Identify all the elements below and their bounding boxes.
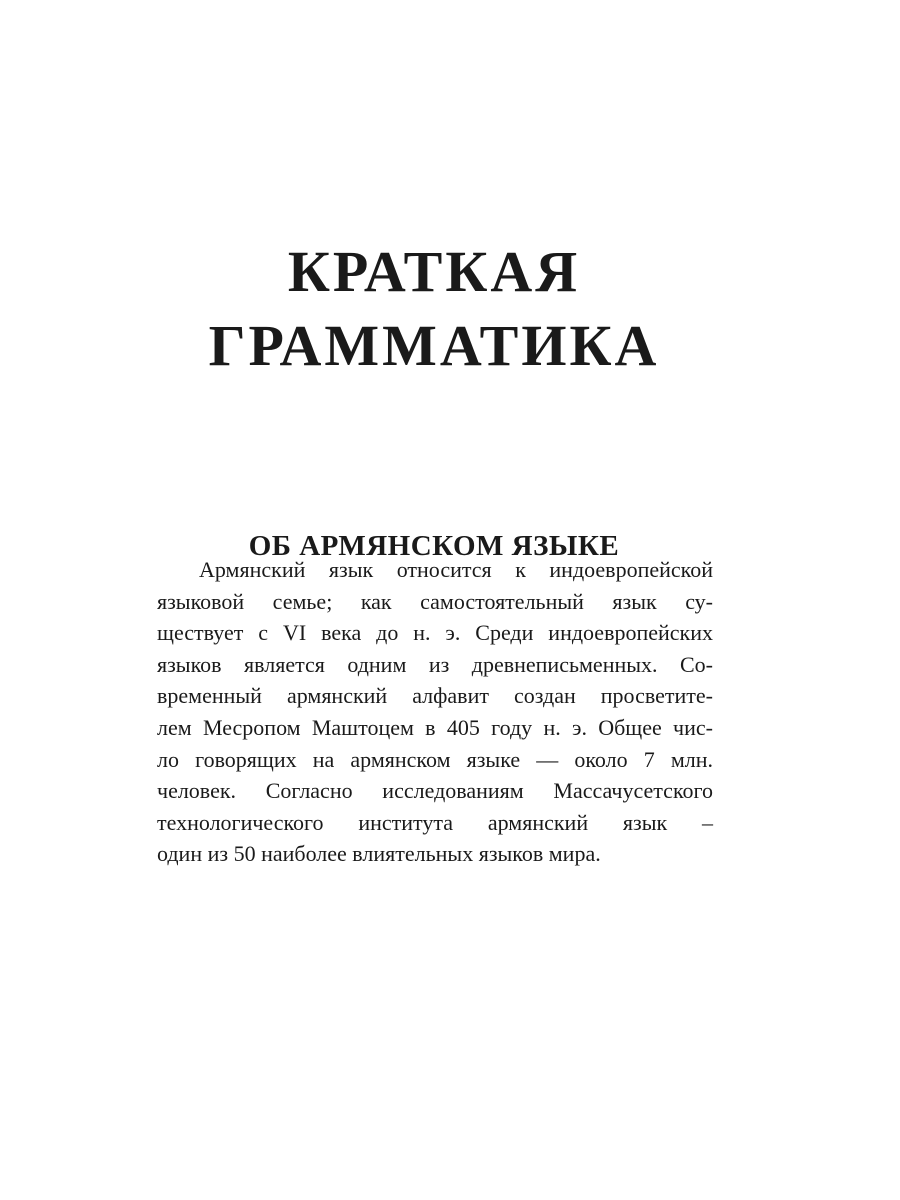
chapter-title-line-1: КРАТКАЯ (287, 238, 581, 304)
paragraph-line: временный армянский алфавит создан просветите- (157, 683, 713, 709)
paragraph-line: лем Месропом Маштоцем в 405 году н. э. Общее чис- (157, 714, 713, 740)
paragraph-line: языков является одним из древнеписьменных. Со- (157, 651, 713, 677)
paragraph-line: технологического института армянский язык – (157, 809, 713, 835)
section-heading: ОБ АРМЯНСКОМ ЯЗЫКЕ (248, 530, 620, 563)
paragraph-line: языковой семье; как самостоятельный язык су- (157, 588, 713, 614)
section-paragraph (157, 554, 713, 870)
paragraph-line: Армянский язык относится к индоевропейской (199, 557, 713, 582)
chapter-title-line-2: ГРАММАТИКА (208, 312, 660, 378)
chapter-title (0, 235, 868, 383)
paragraph-line: один из 50 наиболее влиятельных языков мира. (157, 841, 601, 867)
paragraph-line: ло говорящих на армянском языке — около 7 млн. (157, 746, 713, 772)
paragraph-line: человек. Согласно исследованиям Массачусетского (157, 778, 713, 804)
paragraph-line: ществует с VI века до н. э. Среди индоевропейских (157, 620, 713, 646)
